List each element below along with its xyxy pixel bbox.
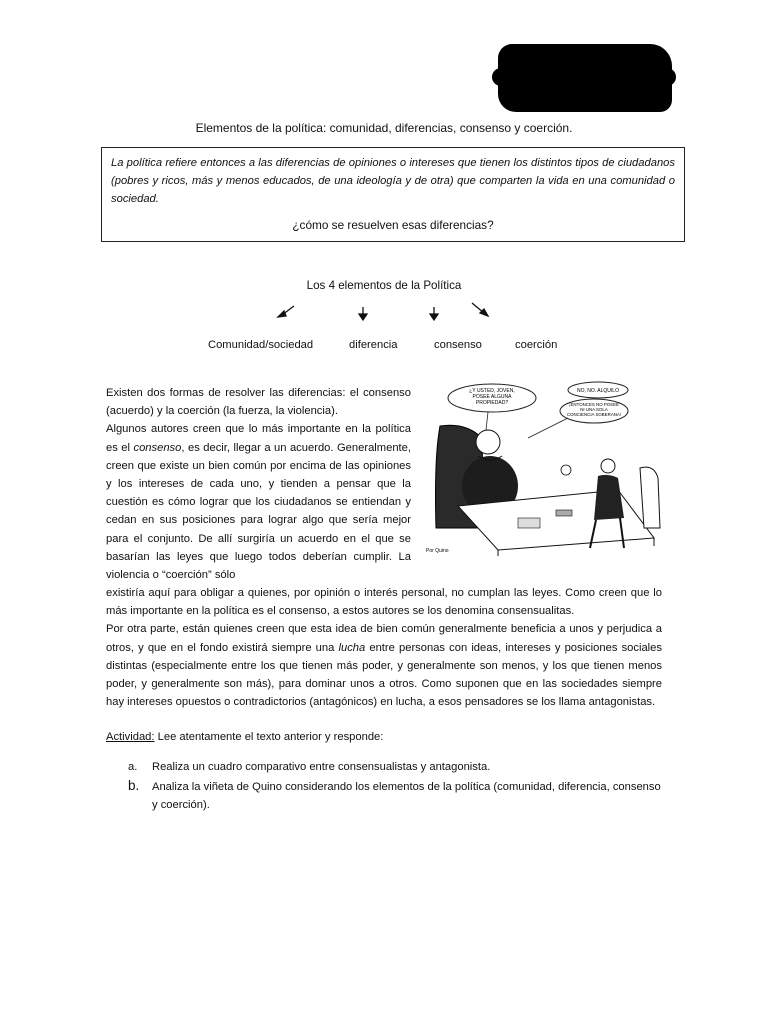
cartoon-signature: Por Quino [426,548,449,554]
young-man-head [601,459,615,473]
intro-box [101,147,685,242]
list-item-text: Analiza la viñeta de Quino considerando los elementos de la política (comunidad, diferencia, consenso y coerción). [152,781,661,811]
element-diferencia: diferencia [349,339,398,351]
activity-list [128,758,664,816]
list-item-text: Realiza un cuadro comparativo entre consensualistas y antagonista. [152,761,491,773]
quino-cartoon [418,378,670,558]
element-coercion: coerción [515,339,558,351]
paragraph-consensualistas: existiría aquí para obligar a quienes, por opinión o interés personal, no cumplan las leyes. Como creen que lo más importante en la política es el consenso, a estos autores se los denomina consensualitas. [106,587,662,618]
element-comunidad: Comunidad/sociedad [208,339,314,351]
list-marker: a. [128,761,138,773]
intro-box-question: ¿cómo se resuelven esas diferencias? [292,218,494,232]
list-item [128,778,664,814]
speech-bubble-2-text: NO, NO. ALQUILO [577,388,619,394]
activity-heading [106,731,662,743]
speech-bubble-1-text: ¿Y USTED, JOVEN, POSEE ALGUNA PROPIEDAD? [469,388,515,406]
paragraph-formas: Existen dos formas de resolver las diferencias: el consenso (acuerdo) y la coerción (la fuerza, la violencia). [106,387,411,418]
list-marker: b. [128,778,140,793]
small-chair [640,467,660,528]
intro-box-text: La política refiere entonces a las diferencias de opiniones o intereses que tienen los distintos tipos de ciudadanos (pobres y ricos, más y menos educados, de una ideología y de otra) que comparten la vida en una comunidad o sociedad. [111,157,675,205]
activity-label: Actividad: [106,731,155,743]
paragraph-consenso: Algunos autores creen que lo más importante en la política es el consenso, es decir, llegar a un acuerdo. Generalmente, creen que existe un bien común por encima de las opiniones y los intereses de cada uno, y tienden a pensar que la cuestión es cómo lograr que los ciudadanos se entiendan y cedan en sus posiciones para lograr algo que sería mejor para el conjunto. De allí surgiría un acuerdo en el que se basarían las leyes que luego todos deberían cumplir. La violencia o “coerción” sólo [106,423,411,582]
fat-man-head [476,430,500,454]
list-item [128,758,664,776]
paragraph-antagonistas: Por otra parte, están quienes creen que esta idea de bien común generalmente beneficia a unos y perjudica a otros, y que en el fondo existirá siempre una lucha entre personas con ideas, intereses y posiciones sociales distintas (especialmente entre los que tienen más poder, y generalmente son menos, y los que tienen menos poder, y generalmente son más), para dominar unos a otros. Como suponen que en las sociedades siempre hay intereses opuestos o contradictorios (antagónicos) en lucha, a esos pensadores se los llama antagonistas. [106,623,662,709]
body-text-full [106,584,662,711]
arrows-diagram [270,300,500,324]
speech-bubble-3-text: ¡ENTONCES NO POSEE NI UNA SOLA CONCIENCIA SOBERANA! [566,402,622,417]
element-consenso: consenso [434,339,482,351]
redacted-header-block [498,44,672,112]
body-text-column [106,384,411,584]
document-title: Elementos de la política: comunidad, diferencias, consenso y coerción. [195,121,573,135]
section-subtitle: Los 4 elementos de la Política [306,279,462,292]
activity-text: Lee atentamente el texto anterior y responde: [154,731,384,743]
